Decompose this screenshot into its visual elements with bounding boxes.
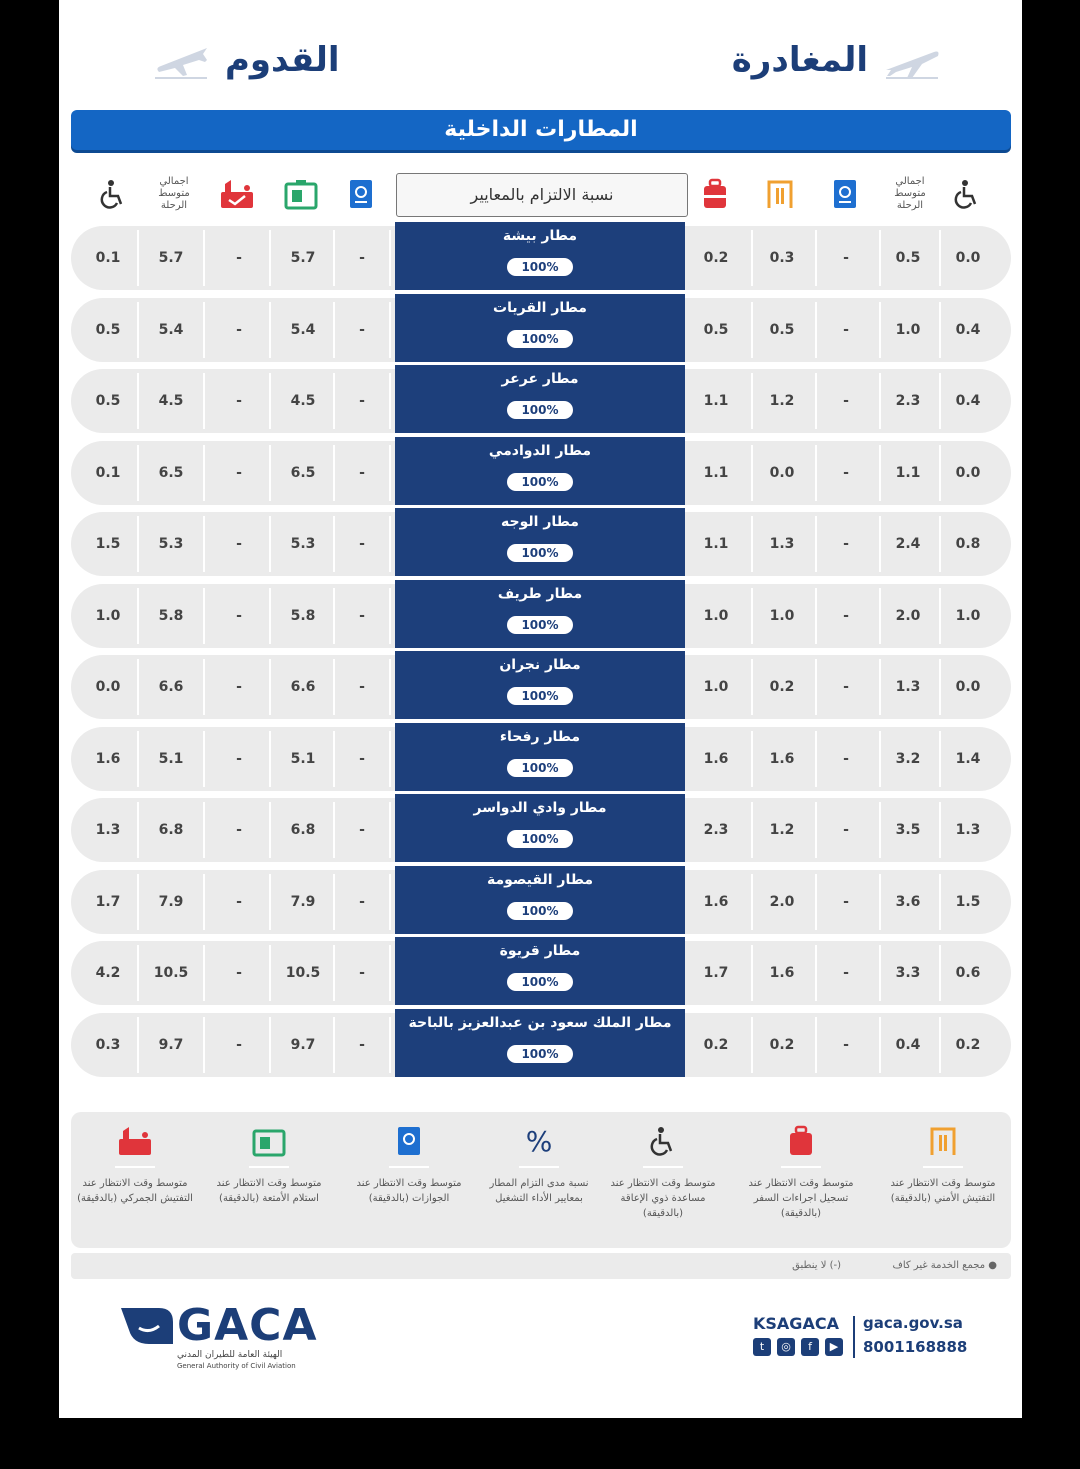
cell-arr-wheel: 0.1 <box>95 250 121 266</box>
cell-arr-wheel: 1.7 <box>95 893 121 910</box>
cell-dep-security: 1.2 <box>769 393 795 409</box>
cell-dep-wheel: 0.0 <box>955 679 981 695</box>
airport-name: مطار الوجه <box>501 514 579 530</box>
table-row <box>71 870 1011 934</box>
cell-dep-passport: - <box>843 750 849 767</box>
cell-arr-bags: 5.1 <box>290 750 316 767</box>
checkin-luggage-icon <box>701 178 729 210</box>
cell-dep-security: 0.2 <box>769 1036 795 1053</box>
table-row <box>71 369 1011 433</box>
legend-baggage <box>209 1122 329 1206</box>
cell-dep-passport: - <box>843 893 849 910</box>
table-row <box>71 1013 1011 1077</box>
legend-checkin <box>741 1122 861 1221</box>
cell-dep-wheel: 0.0 <box>955 464 981 481</box>
compliance-badge: 100% <box>507 401 572 419</box>
legend-text: متوسط وقت الانتظار عند استلام الأمتعة (بالدقيقة) <box>216 1178 322 1204</box>
airport-cell <box>395 794 685 862</box>
legend-wheelchair <box>603 1122 723 1221</box>
arr-baggage-header <box>283 168 319 220</box>
cell-arr-bags: 6.8 <box>290 822 316 838</box>
cell-dep-trip: 1.0 <box>895 321 921 338</box>
cell-dep-checkin: 1.1 <box>703 393 729 409</box>
legend-security <box>883 1122 1003 1206</box>
security-gate-icon <box>928 1125 958 1157</box>
compliance-badge: 100% <box>507 687 572 705</box>
cell-arr-passport: - <box>359 965 365 981</box>
cell-dep-checkin: 0.5 <box>703 321 729 338</box>
cell-dep-passport: - <box>843 965 849 981</box>
compliance-badge: 100% <box>507 330 572 348</box>
gaca-logo <box>119 1300 359 1375</box>
cell-arr-wheel: 1.5 <box>95 536 121 552</box>
percent-icon: % <box>525 1124 553 1158</box>
customs-icon <box>219 178 255 210</box>
cell-dep-wheel: 0.0 <box>955 250 981 266</box>
cell-arr-bags: 5.8 <box>290 607 316 624</box>
cell-dep-security: 1.6 <box>769 750 795 767</box>
cell-arr-passport: - <box>359 750 365 767</box>
cell-dep-checkin: 1.1 <box>703 536 729 552</box>
airport-name: مطار طريف <box>497 585 583 602</box>
legend-compliance <box>479 1122 599 1206</box>
cell-arr-trip: 9.7 <box>158 1036 184 1053</box>
cell-dep-security: 0.0 <box>769 464 795 481</box>
cell-arr-wheel: 1.3 <box>95 822 121 838</box>
airport-name: مطار الملك سعود بن عبدالعزيز بالباحة <box>408 1014 672 1031</box>
legend-text: متوسط وقت الانتظار عند التفتيش الجمركي (بالدقيقة) <box>77 1178 193 1204</box>
cell-arr-customs: - <box>236 750 242 767</box>
compliance-badge: 100% <box>507 473 572 491</box>
social-icons <box>753 1338 843 1356</box>
compliance-badge: 100% <box>507 544 572 562</box>
airport-cell <box>395 723 685 791</box>
cell-dep-passport: - <box>843 536 849 552</box>
cell-dep-passport: - <box>843 321 849 338</box>
cell-arr-passport: - <box>359 536 365 552</box>
arr-customs-header <box>219 168 255 220</box>
security-gate-icon <box>765 178 795 210</box>
cell-arr-bags: 4.5 <box>290 393 316 409</box>
cell-dep-checkin: 1.6 <box>703 750 729 767</box>
compliance-badge: 100% <box>507 1045 572 1063</box>
customs-icon <box>117 1125 153 1157</box>
cell-arr-customs: - <box>236 607 242 624</box>
cell-arr-trip: 5.8 <box>158 607 184 624</box>
compliance-badge: 100% <box>507 258 572 276</box>
cell-dep-checkin: 1.0 <box>703 607 729 624</box>
cell-dep-trip: 3.3 <box>895 965 921 981</box>
airport-cell <box>395 1009 685 1077</box>
airport-cell <box>395 937 685 1005</box>
table-row <box>71 226 1011 290</box>
arrival-plane-icon <box>151 40 211 80</box>
legend-text: متوسط وقت الانتظار عند التفتيش الأمني (بالدقيقة) <box>890 1178 996 1204</box>
airport-name: مطار رفحاء <box>499 728 581 745</box>
cell-dep-trip: 2.3 <box>895 393 921 409</box>
cell-arr-wheel: 0.0 <box>95 679 121 695</box>
website-link[interactable]: gaca.gov.sa <box>863 1314 963 1332</box>
cell-dep-checkin: 1.7 <box>703 965 729 981</box>
cell-arr-trip: 6.5 <box>158 464 184 481</box>
cell-dep-checkin: 1.6 <box>703 893 729 910</box>
cell-dep-passport: - <box>843 464 849 481</box>
cell-dep-security: 0.2 <box>769 679 795 695</box>
cell-dep-checkin: 0.2 <box>703 250 729 266</box>
cell-dep-security: 2.0 <box>769 893 795 910</box>
airport-name: مطار القريات <box>493 299 587 316</box>
cell-dep-trip: 1.3 <box>895 679 921 695</box>
cell-arr-bags: 5.3 <box>290 536 316 552</box>
gaca-wordmark: GACA <box>177 1300 318 1351</box>
compliance-header: نسبة الالتزام بالمعايير <box>396 173 688 217</box>
cell-arr-trip: 10.5 <box>153 965 189 981</box>
gaca-subtitle-en: General Authority of Civil Aviation <box>177 1362 296 1370</box>
airport-cell <box>395 294 685 362</box>
dep-checkin-header <box>701 168 729 220</box>
cell-arr-passport: - <box>359 679 365 695</box>
note-insufficient: ● مجمع الخدمة غير كاف <box>892 1260 997 1271</box>
gaca-subtitle-ar: الهيئة العامة للطيران المدني <box>177 1350 283 1360</box>
wheelchair-icon <box>649 1125 677 1157</box>
cell-arr-passport: - <box>359 393 365 409</box>
youtube-icon[interactable]: ▶ <box>825 1338 843 1356</box>
cell-dep-security: 0.5 <box>769 321 795 338</box>
gaca-emblem-icon <box>119 1304 175 1348</box>
legend-passport <box>349 1122 469 1206</box>
cell-arr-trip: 4.5 <box>158 393 184 409</box>
note-not-applicable: (-) لا ينطبق <box>792 1260 841 1271</box>
table-row <box>71 798 1011 862</box>
instagram-icon[interactable]: ◎ <box>777 1338 795 1356</box>
cell-arr-trip: 6.6 <box>158 679 184 695</box>
cell-dep-security: 1.0 <box>769 607 795 624</box>
cell-dep-trip: 0.5 <box>895 250 921 266</box>
airport-cell <box>395 365 685 433</box>
cell-arr-passport: - <box>359 250 365 266</box>
cell-dep-passport: - <box>843 393 849 409</box>
compliance-badge: 100% <box>507 830 572 848</box>
dep-security-header <box>765 168 795 220</box>
cell-dep-wheel: 1.5 <box>955 893 981 910</box>
airport-cell <box>395 651 685 719</box>
cell-dep-wheel: 1.0 <box>955 607 981 624</box>
cell-dep-trip: 3.6 <box>895 893 921 910</box>
cell-arr-passport: - <box>359 607 365 624</box>
cell-arr-wheel: 0.5 <box>95 393 121 409</box>
cell-arr-bags: 7.9 <box>290 893 316 910</box>
phone-number: 8001168888 <box>863 1338 968 1356</box>
cell-arr-bags: 5.4 <box>290 321 316 338</box>
airport-name: مطار وادي الدواسر <box>473 800 607 816</box>
cell-arr-customs: - <box>236 893 242 910</box>
legend-text: نسبة مدى التزام المطار بمعايير الأداء التشغيل <box>489 1178 589 1204</box>
table-row <box>71 584 1011 648</box>
cell-dep-trip: 2.4 <box>895 536 921 552</box>
departure-plane-icon <box>882 40 942 80</box>
cell-dep-passport: - <box>843 1036 849 1053</box>
cell-arr-trip: 5.1 <box>158 750 184 767</box>
cell-arr-bags: 6.6 <box>290 679 316 695</box>
cell-arr-customs: - <box>236 965 242 981</box>
cell-arr-customs: - <box>236 393 242 409</box>
cell-arr-wheel: 0.1 <box>95 464 121 481</box>
cell-arr-passport: - <box>359 464 365 481</box>
airport-cell <box>395 508 685 576</box>
cell-arr-customs: - <box>236 250 242 266</box>
cell-dep-wheel: 0.2 <box>955 1036 981 1053</box>
cell-arr-customs: - <box>236 822 242 838</box>
cell-arr-trip: 7.9 <box>158 893 184 910</box>
cell-arr-customs: - <box>236 321 242 338</box>
social-handle[interactable]: KSAGACA <box>753 1314 839 1333</box>
arr-passport-header <box>347 168 375 220</box>
cell-arr-trip: 5.3 <box>158 536 184 552</box>
cell-arr-passport: - <box>359 893 365 910</box>
cell-arr-customs: - <box>236 679 242 695</box>
notes-bar <box>71 1253 1011 1279</box>
table-row <box>71 441 1011 505</box>
cell-arr-trip: 5.7 <box>158 250 184 266</box>
cell-arr-wheel: 1.6 <box>95 750 121 767</box>
cell-arr-bags: 10.5 <box>285 965 321 981</box>
table-row <box>71 941 1011 1005</box>
cell-dep-passport: - <box>843 822 849 838</box>
cell-dep-trip: 0.4 <box>895 1036 921 1053</box>
cell-arr-customs: - <box>236 464 242 481</box>
compliance-badge: 100% <box>507 759 572 777</box>
cell-arr-wheel: 1.0 <box>95 607 121 624</box>
compliance-badge: 100% <box>507 973 572 991</box>
cell-dep-wheel: 0.8 <box>955 536 981 552</box>
cell-arr-passport: - <box>359 1036 365 1053</box>
legend-customs <box>75 1122 195 1206</box>
baggage-claim-icon <box>251 1125 287 1157</box>
cell-dep-security: 1.6 <box>769 965 795 981</box>
baggage-claim-icon <box>283 178 319 210</box>
cell-dep-trip: 3.5 <box>895 822 921 838</box>
cell-arr-wheel: 0.3 <box>95 1036 121 1053</box>
cell-arr-bags: 9.7 <box>290 1036 316 1053</box>
dep-trip-header: اجمالي متوسط الرحلة <box>894 176 926 211</box>
airport-name: مطار الدوادمي <box>488 442 592 459</box>
arr-trip-header: اجمالي متوسط الرحلة <box>158 176 190 211</box>
cell-dep-security: 1.2 <box>769 822 795 838</box>
airport-name: مطار القيصومة <box>486 871 594 888</box>
cell-dep-wheel: 1.3 <box>955 822 981 838</box>
checkin-luggage-icon <box>787 1125 815 1157</box>
legend-text: متوسط وقت الانتظار عند مساعدة ذوي الإعاقة (بالدقيقة) <box>610 1178 716 1219</box>
cell-arr-bags: 5.7 <box>290 250 316 266</box>
twitter-icon[interactable]: t <box>753 1338 771 1356</box>
cell-dep-checkin: 1.1 <box>703 464 729 481</box>
cell-dep-passport: - <box>843 250 849 266</box>
passport-icon <box>347 178 375 210</box>
airport-name: مطار عرعر <box>501 371 579 387</box>
cell-arr-customs: - <box>236 1036 242 1053</box>
arrival-title: القدوم <box>225 40 340 80</box>
airport-name: مطار بيشة <box>502 228 578 244</box>
dep-passport-header <box>831 168 859 220</box>
table-row <box>71 655 1011 719</box>
cell-dep-security: 0.3 <box>769 250 795 266</box>
cell-dep-trip: 3.2 <box>895 750 921 767</box>
cell-dep-checkin: 0.2 <box>703 1036 729 1053</box>
departure-title: المغادرة <box>731 40 868 80</box>
table-row <box>71 298 1011 362</box>
legend-text: متوسط وقت الانتظار عند الجوازات (بالدقيقة) <box>356 1178 462 1204</box>
cell-dep-wheel: 0.4 <box>955 393 981 409</box>
cell-dep-wheel: 0.4 <box>955 321 981 338</box>
airport-name: مطار قريوة <box>499 943 581 959</box>
wheelchair-icon <box>953 178 981 210</box>
legend-text: متوسط وقت الانتظار عند تسجيل اجراءات السفر (بالدقيقة) <box>748 1178 854 1219</box>
airport-cell <box>395 866 685 934</box>
cell-dep-trip: 2.0 <box>895 607 921 624</box>
cell-arr-wheel: 4.2 <box>95 965 121 981</box>
legend <box>71 1112 1011 1248</box>
table-row <box>71 512 1011 576</box>
cell-arr-customs: - <box>236 536 242 552</box>
compliance-badge: 100% <box>507 902 572 920</box>
airport-cell <box>395 222 685 290</box>
compliance-badge: 100% <box>507 616 572 634</box>
contact-block <box>753 1310 973 1360</box>
airport-name: مطار نجران <box>499 657 581 673</box>
cell-dep-security: 1.3 <box>769 536 795 552</box>
passport-icon <box>395 1125 423 1157</box>
cell-arr-bags: 6.5 <box>290 464 316 481</box>
cell-dep-passport: - <box>843 679 849 695</box>
airport-cell <box>395 580 685 648</box>
table-row <box>71 727 1011 791</box>
cell-dep-trip: 1.1 <box>895 464 921 481</box>
domestic-airports-banner: المطارات الداخلية <box>71 110 1011 150</box>
cell-dep-passport: - <box>843 607 849 624</box>
arrival-header <box>151 30 340 90</box>
cell-arr-trip: 5.4 <box>158 321 184 338</box>
cell-dep-wheel: 0.6 <box>955 965 981 981</box>
cell-arr-trip: 6.8 <box>158 822 184 838</box>
airport-cell <box>395 437 685 505</box>
dep-wheelchair-header <box>953 168 981 220</box>
cell-arr-passport: - <box>359 822 365 838</box>
cell-arr-wheel: 0.5 <box>95 321 121 338</box>
infographic-sheet <box>59 0 1022 1418</box>
arr-wheelchair-header <box>99 168 127 220</box>
cell-arr-passport: - <box>359 321 365 338</box>
passport-icon <box>831 178 859 210</box>
wheelchair-icon <box>99 178 127 210</box>
departure-header <box>732 30 942 90</box>
cell-dep-checkin: 1.0 <box>703 679 729 695</box>
facebook-icon[interactable]: f <box>801 1338 819 1356</box>
cell-dep-checkin: 2.3 <box>703 822 729 838</box>
cell-dep-wheel: 1.4 <box>955 750 981 767</box>
